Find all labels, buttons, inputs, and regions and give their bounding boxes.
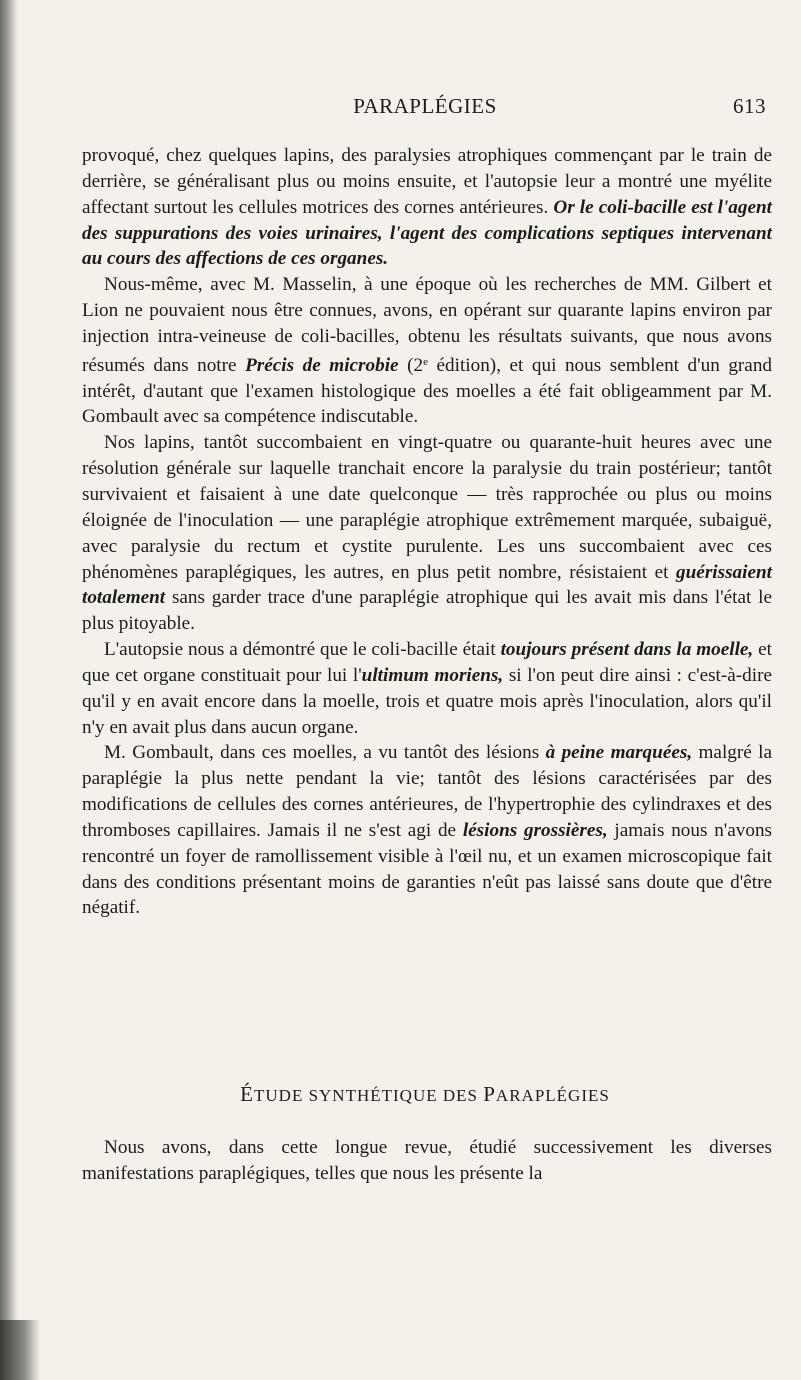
- text-run: édition), et qui nous semblent d'un grand intérêt, d'autant que l'examen histologique des moelles a été fait obligeamment par M. Gombault avec sa compétence indiscutable.: [82, 354, 773, 428]
- paragraph: [82, 272, 772, 430]
- page-edge-shadow: [0, 0, 18, 1380]
- page-number: 613: [733, 94, 766, 118]
- page-header: [80, 94, 770, 124]
- running-title: PARAPLÉGIES: [353, 94, 497, 118]
- section-heading-initial-2: P: [483, 1082, 496, 1106]
- text-run: jamais nous n'avons rencontré un foyer de ramollissement visible à l'œil nu, et un examen microscopique fait dans des conditions présentant moins de garanties n'eût pas laissé sans doute que d'être négatif.: [82, 819, 773, 919]
- text-run: provoqué, chez quelques lapins, des paralysies atrophiques commençant par le train de derrière, se généralisant plus ou moins ensuite, et l'autopsie leur a montré une myélite affectant surtout les cellules motrices des cornes antérieures.: [82, 145, 772, 218]
- body-text: [82, 143, 772, 921]
- text-run: M. Gombault, dans ces moelles, a vu tantôt des lésions: [104, 742, 546, 764]
- text-run: malgré la paraplégie la plus nette pendant la vie; tantôt des lésions caractérisées par des modifications de cellules des cornes antérieures, de l'hypertrophie des cylindraxes et des thromboses capillaires. Jamais il ne s'est agi de: [82, 742, 772, 841]
- italic-run: toujours présent dans la moelle,: [500, 639, 754, 661]
- paragraph: [82, 143, 772, 272]
- closing-text: [82, 1135, 772, 1187]
- italic-run: Précis de microbie: [245, 354, 399, 376]
- section-heading: [80, 1082, 770, 1107]
- section-heading-text-2: ARAPLÉGIES: [495, 1086, 610, 1105]
- text-run: L'autopsie nous a démontré que le coli-bacille était: [104, 639, 501, 661]
- italic-run: à peine marquées,: [545, 742, 693, 764]
- text-run: sans garder trace d'une paraplégie atrophique qui les avait mis dans l'état le plus pitoyable.: [82, 587, 772, 635]
- italic-run: Or le coli-bacille est l'agent des suppurations des voies urinaires, l'agent des complications septiques intervenant au cours des affections de ces organes.: [82, 196, 772, 270]
- superscript: e: [423, 355, 428, 368]
- section-heading-initial: É: [240, 1082, 254, 1106]
- text-run: si l'on peut dire ainsi : c'est-à-dire qu'il y en avait encore dans la moelle, trois et quatre mois après l'inoculation, alors qu'il n'y en avait plus dans aucun organe.: [82, 664, 773, 738]
- text-run: (2: [398, 354, 424, 376]
- paragraph: [82, 637, 772, 740]
- text-run: Nous-même, avec M. Masselin, à une époque où les recherches de MM. Gilbert et Lion ne pouvaient nous être connues, avons, en opérant sur quarante lapins environ par injection intra-veineuse de coli-bacilles, obtenu les résultats suivants, que nous avons résumés dans notre: [82, 274, 772, 376]
- text-run: et que cet organe constituait pour lui l': [82, 639, 773, 686]
- paragraph: [82, 740, 772, 921]
- closing-paragraph: Nous avons, dans cette longue revue, étudié successivement les diverses manifestations paraplégiques, telles que nous les présente la: [82, 1137, 772, 1184]
- section-heading-text-1: TUDE SYNTHÉTIQUE DES: [254, 1086, 484, 1105]
- text-run: Nos lapins, tantôt succombaient en vingt-quatre ou quarante-huit heures avec une résolution générale sur laquelle tranchait encore la paralysie du train postérieur; tantôt survivaient et faisaient à une date quelconque — très rapprochée ou plus ou moins éloignée de l'inoculation — une paraplégie atrophique extrêmement marquée, subaiguë, avec paralysie du rectum et cystite purulente. Les uns succombaient avec ces phénomènes paraplégiques, les autres, en plus petit nombre, résistaient et: [82, 432, 772, 583]
- italic-run: ultimum moriens,: [361, 664, 504, 686]
- italic-run: guérissaient totalement: [82, 561, 772, 609]
- paragraph: [82, 430, 772, 637]
- italic-run: lésions grossières,: [462, 819, 608, 841]
- page-corner-shadow: [0, 1320, 40, 1380]
